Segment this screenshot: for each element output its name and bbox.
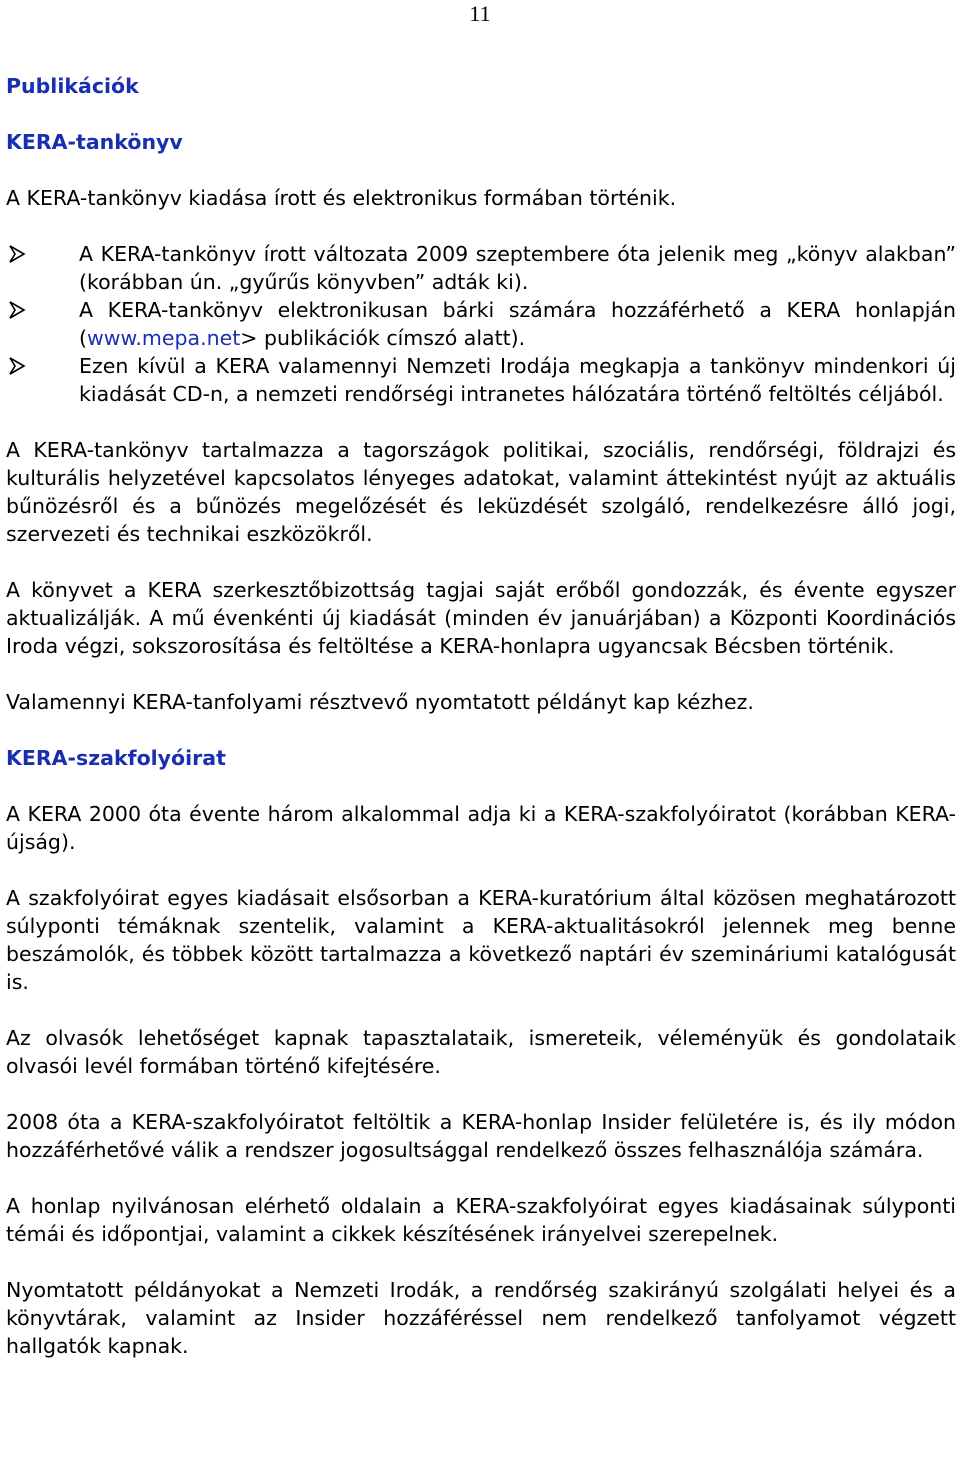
paragraph-textbook-intro: A KERA-tankönyv kiadása írott és elektronikus formában történik. (6, 186, 677, 210)
paragraph-journal-topics: A szakfolyóirat egyes kiadásait elsősorban a KERA-kuratórium által közösen meghatározott súlyponti témáknak szentelik, valamint a KERA-aktualitásokról jelennek meg benne beszámolók, és többek között tartalmazza a következő naptári év szemináriumi katalógusát is. (6, 886, 956, 994)
subheading-kera-journal: KERA-szakfolyóirat (6, 746, 226, 770)
list-item (6, 240, 956, 296)
paragraph-public-pages: A honlap nyilvánosan elérhető oldalain a KERA-szakfolyóirat egyes kiadásainak súlyponti témái és időpontjai, valamint a cikkek készítésének irányelvei szerepelnek. (6, 1194, 956, 1246)
bullet-text-print-edition: A KERA-tankönyv írott változata 2009 szeptembere óta jelenik meg „könyv alakban” (korábban ún. „gyűrűs könyvben” adták ki). (79, 242, 956, 294)
bullet-text-cd-edition: Ezen kívül a KERA valamennyi Nemzeti Irodája megkapja a tankönyv mindenkori új kiadását CD-n, a nemzeti rendőrségi intranetes hálózatára történő feltöltés céljából. (79, 354, 956, 406)
bullet-text-electronic-edition: A KERA-tankönyv elektronikusan bárki számára hozzáférhető a KERA honlapján ( (79, 298, 956, 350)
paragraph-readers-letters: Az olvasók lehetőséget kapnak tapasztalataik, ismereteik, véleményük és gondolataik olvasói levél formában történő kifejtésére. (6, 1026, 956, 1078)
arrowhead-bullet-icon (7, 300, 27, 320)
arrowhead-bullet-icon (7, 356, 27, 376)
website-link[interactable]: www.mepa.net (87, 326, 241, 350)
subheading-kera-textbook: KERA-tankönyv (6, 130, 183, 154)
bullet-list (6, 240, 956, 408)
section-heading-publications: Publikációk (6, 74, 139, 98)
bullet-text-electronic-edition-end: > publikációk címszó alatt). (240, 326, 526, 350)
paragraph-textbook-editing: A könyvet a KERA szerkesztőbizottság tagjai saját erőből gondozzák, és évente egyszer aktualizálják. A mű évenkénti új kiadását (minden év januárjában) a Központi Koordinációs Iroda végzi, sokszorosítása és feltöltése a KERA-honlapra ugyancsak Bécsben történik. (6, 578, 956, 658)
paragraph-journal-intro: A KERA 2000 óta évente három alkalommal adja ki a KERA-szakfolyóiratot (korábban KERA-újság). (6, 802, 956, 854)
paragraph-course-participants: Valamennyi KERA-tanfolyami résztvevő nyomtatott példányt kap kézhez. (6, 690, 754, 714)
paragraph-printed-copies: Nyomtatott példányokat a Nemzeti Irodák, a rendőrség szakirányú szolgálati helyei és a könyvtárak, valamint az Insider hozzáféréssel nem rendelkező tanfolyamot végzett hallgatók kapnak. (6, 1278, 956, 1358)
list-item (6, 352, 956, 408)
arrowhead-bullet-icon (7, 244, 27, 264)
document-body (6, 72, 956, 1388)
list-item (6, 296, 956, 352)
paragraph-insider-upload: 2008 óta a KERA-szakfolyóiratot feltöltik a KERA-honlap Insider felületére is, és ily módon hozzáférhetővé válik a rendszer jogosultsággal rendelkező összes felhasználója számára. (6, 1110, 956, 1162)
page-number: 11 (469, 1, 491, 26)
paragraph-textbook-contents: A KERA-tankönyv tartalmazza a tagországok politikai, szociális, rendőrségi, földrajzi és kulturális helyzetével kapcsolatos lényeges adatokat, valamint áttekintést nyújt az aktuális bűnözésről és a bűnözés megelőzését és leküzdését szolgáló, rendelkezésre álló jogi, szervezeti és technikai eszközökről. (6, 438, 956, 546)
